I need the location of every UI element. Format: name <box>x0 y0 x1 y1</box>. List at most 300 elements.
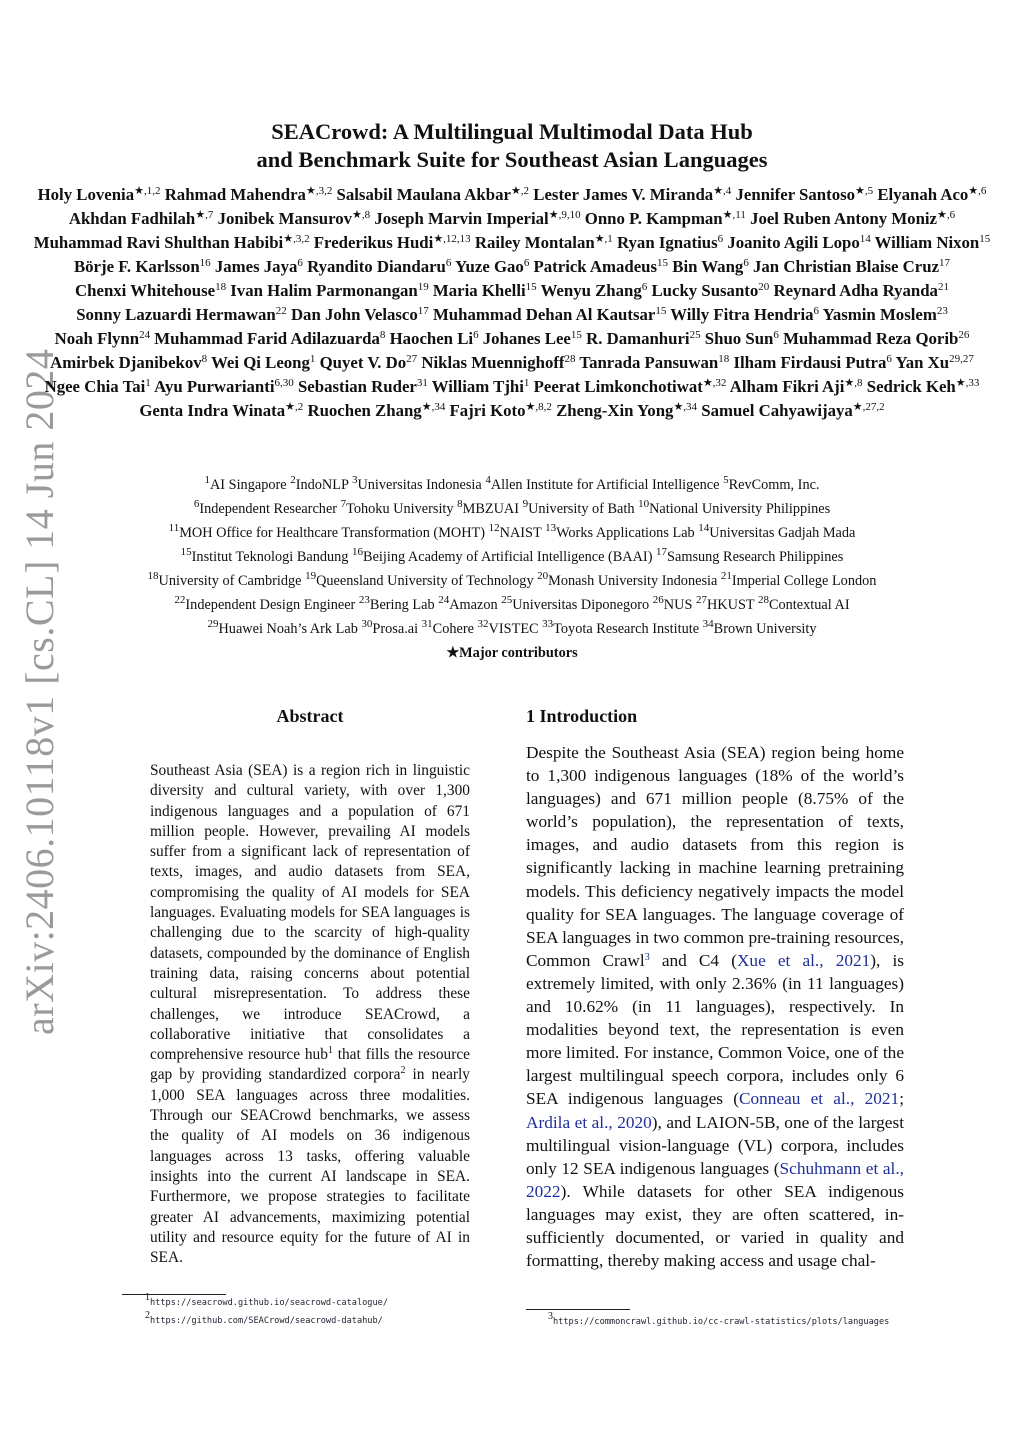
author-name: Haochen Li <box>389 329 474 348</box>
affiliation-name: MOH Office for Healthcare Transformation (MOHT) <box>179 525 486 541</box>
author-name: Dan John Velasco <box>290 305 418 324</box>
footnote-rule-left <box>122 1294 226 1295</box>
affiliation <box>340 498 454 517</box>
affiliation-name: Institut Teknologi Bandung <box>191 549 349 565</box>
affiliation-number: 30 <box>361 618 373 630</box>
author-name: Chenxi Whitehouse <box>75 281 216 300</box>
author-affiliation-mark: 15 <box>525 281 537 293</box>
author <box>483 329 582 348</box>
author <box>154 329 385 348</box>
author-name: Ryandito Diandaru <box>307 257 446 276</box>
author-name: Railey Montalan <box>474 233 595 252</box>
author <box>307 401 445 420</box>
introduction-text <box>526 741 904 1272</box>
author-affiliation-mark: ★,7 <box>195 209 214 221</box>
author <box>534 377 727 396</box>
author-name: Noah Flynn <box>54 329 140 348</box>
author-name: Peerat Limkonchotiwat <box>533 377 703 396</box>
author <box>733 353 891 372</box>
author <box>45 377 151 396</box>
affiliation <box>485 474 720 493</box>
author-name: Ilham Firdausi Putra <box>733 353 887 372</box>
author-affiliation-mark: ★,5 <box>855 185 874 197</box>
affiliation-name: Universitas Indonesia <box>357 477 482 493</box>
author-affiliation-mark: ★,32 <box>702 377 727 389</box>
affiliation <box>204 474 287 493</box>
author <box>69 209 214 228</box>
affiliation <box>180 546 349 565</box>
affiliation-name: Queensland University of Technology <box>316 573 534 589</box>
author <box>670 305 819 324</box>
abstract-part-3: in nearly 1,000 SEA languages across three modalities. Through our SEACrowd benchmarks, we assess the quality of AI models on 36 indigenous languages across 13 tasks, offering valuable insights into the current AI landscape in SEA. Furthermore, we propose strategies to facilitate greater AI advancements, maximizing potential utility and resource equity for the future of AI in SEA. <box>150 1066 471 1267</box>
affiliation-number: 12 <box>488 522 500 534</box>
affiliation-number: 22 <box>174 594 186 606</box>
affiliation-number: 10 <box>638 498 650 510</box>
author-affiliation-mark: 14 <box>859 233 871 245</box>
author-name: Sedrick Keh <box>866 377 956 396</box>
intro-part-3: ), is extremely limited, with only 2.36% (in 11 languages) and 10.62% (in 11 languages), respectively. In modalities beyond text, the representation is even more limited. For instance, Common Voice, one of the largest multilingual speech corpora, includes only 6 SEA indigenous languages ( <box>526 950 904 1109</box>
author <box>736 185 874 204</box>
author <box>895 353 973 372</box>
major-contributors-label: Major contributors <box>459 645 578 661</box>
author-name: Willy Fitra Hendria <box>670 305 814 324</box>
footnote-2 <box>145 1310 383 1326</box>
author <box>154 377 294 396</box>
author-name: Niklas Muennighoff <box>421 353 565 372</box>
affiliation <box>522 498 635 517</box>
star-icon: ★ <box>446 645 460 661</box>
affiliation-number: 18 <box>147 570 159 582</box>
author-name: Rahmad Mahendra <box>164 185 306 204</box>
author <box>433 281 537 300</box>
author-name: Ayu Purwarianti <box>154 377 275 396</box>
affiliation-number: 4 <box>485 474 491 486</box>
author-affiliation-mark: ★,1,2 <box>134 185 161 197</box>
author-name: Bin Wang <box>672 257 744 276</box>
author-name: Akhdan Fadhilah <box>68 209 196 228</box>
author-name: Wei Qi Leong <box>211 353 310 372</box>
author <box>783 329 969 348</box>
author-name: Reynard Adha Ryanda <box>773 281 938 300</box>
affiliation-name: Samsung Research Philippines <box>667 549 844 565</box>
author-name: Muhammad Dehan Al Kautsar <box>432 305 656 324</box>
footnote-3 <box>548 1311 890 1327</box>
paper-title <box>0 118 1024 174</box>
author <box>433 305 666 324</box>
affiliation-name: Imperial College London <box>731 573 877 589</box>
title-line-2: and Benchmark Suite for Southeast Asian Languages <box>256 147 768 172</box>
author-affiliation-mark: 16 <box>199 257 211 269</box>
footnote-1-url[interactable]: https://seacrowd.github.io/seacrowd-catalogue/ <box>150 1298 388 1308</box>
affiliation-name: NUS <box>663 597 693 613</box>
affiliation-name: AI Singapore <box>209 477 287 493</box>
author-affiliation-mark: 23 <box>936 305 948 317</box>
author-affiliation-mark: 6 <box>297 257 303 269</box>
author-affiliation-mark: ★,8 <box>352 209 371 221</box>
author-name: Muhammad Ravi Shulthan Habibi <box>33 233 284 252</box>
author-affiliation-mark: 6 <box>523 257 530 269</box>
affiliation <box>438 594 498 613</box>
footnote-rule-right <box>526 1309 630 1310</box>
author <box>534 257 669 276</box>
affiliation <box>174 594 356 613</box>
author <box>867 377 980 396</box>
author-affiliation-mark: ★,34 <box>673 401 698 413</box>
author-name: Ivan Halim Parmonangan <box>230 281 418 300</box>
author-affiliation-mark: 19 <box>417 281 429 293</box>
author-affiliation-mark: ★,6 <box>968 185 987 197</box>
author-affiliation-mark: 28 <box>564 353 576 365</box>
affiliation-line <box>40 593 984 617</box>
citation-link-ardila[interactable]: Ardila et al., 2020 <box>526 1112 652 1132</box>
footnote-2-number: 2 <box>145 1310 150 1321</box>
author-affiliation-mark: 6 <box>773 329 779 341</box>
affiliation <box>290 474 349 493</box>
affiliation-name: Amazon <box>449 597 498 613</box>
author <box>617 233 723 252</box>
citation-link-xue[interactable]: Xue et al., 2021 <box>736 950 871 970</box>
author <box>291 305 429 324</box>
author <box>753 257 950 276</box>
footnote-3-number: 3 <box>548 1311 553 1322</box>
author-affiliation-mark: 18 <box>215 281 227 293</box>
affiliation-line <box>40 473 984 497</box>
affiliation-name: Contextual AI <box>768 597 850 613</box>
author <box>475 233 613 252</box>
footnote-2-url[interactable]: https://github.com/SEACrowd/seacrowd-datahub/ <box>150 1316 383 1326</box>
affiliation-line <box>40 497 984 521</box>
affiliation-name: Monash University Indonesia <box>548 573 718 589</box>
author-name: Salsabil Maulana Akbar <box>336 185 511 204</box>
author-affiliation-mark: 1 <box>523 377 530 389</box>
author-affiliation-mark: 22 <box>275 305 287 317</box>
affiliation-name: Works Applications Lab <box>556 525 695 541</box>
footnote-3-url[interactable]: https://commoncrawl.github.io/cc-crawl-statistics/plots/languages <box>553 1317 890 1327</box>
affiliation-number: 15 <box>180 546 192 558</box>
author-name: Alham Fikri Aji <box>729 377 845 396</box>
author-affiliation-mark: 8 <box>379 329 386 341</box>
author-affiliation-mark: ★,4 <box>713 185 732 197</box>
author-affiliation-mark: 29,27 <box>949 353 974 365</box>
author-affiliation-mark: 6 <box>717 233 724 245</box>
affiliation-name: Independent Design Engineer <box>185 597 356 613</box>
affiliation-number: 11 <box>168 522 180 534</box>
affiliation-name: Bering Lab <box>369 597 435 613</box>
affiliation <box>305 570 534 589</box>
author-affiliation-mark: ★,1 <box>594 233 613 245</box>
affiliation-name: Prosa.ai <box>372 621 419 637</box>
affiliation <box>352 546 653 565</box>
affiliation-number: 27 <box>695 594 707 606</box>
author <box>672 257 749 276</box>
author-name: Samuel Cahyawijaya <box>701 401 853 420</box>
affiliation-number: 1 <box>204 474 210 486</box>
author-name: Lester James V. Miranda <box>533 185 714 204</box>
author <box>218 209 371 228</box>
affiliation <box>421 618 474 637</box>
author-affiliation-mark: ★,3,2 <box>305 185 333 197</box>
footnote-mark-1: 1 <box>327 1045 333 1057</box>
author-affiliation-mark: ★,9,10 <box>548 209 581 221</box>
author-affiliation-mark: 6 <box>813 305 820 317</box>
author <box>556 401 697 420</box>
intro-part-4: ), and LAION-5B, one of the largest multilingual vision-language (VL) corpora, includes only 12 SEA indigenous languages ( <box>526 1112 905 1178</box>
author <box>533 185 731 204</box>
author-affiliation-mark: 26 <box>958 329 970 341</box>
affiliation-number: 26 <box>652 594 664 606</box>
author <box>455 257 529 276</box>
affiliation-name: IndoNLP <box>295 477 349 493</box>
author-name: Zheng-Xin Yong <box>556 401 674 420</box>
affiliation-number: 17 <box>656 546 668 558</box>
author-affiliation-mark: 1 <box>309 353 316 365</box>
affiliation-number: 32 <box>477 618 489 630</box>
author-name: Ruochen Zhang <box>307 401 422 420</box>
author <box>823 305 948 324</box>
affiliation-name: National University Philippines <box>649 501 831 517</box>
author-affiliation-mark: ★,33 <box>955 377 980 389</box>
affiliation <box>537 570 718 589</box>
author-affiliation-mark: 6,30 <box>274 377 294 389</box>
author <box>727 233 870 252</box>
author <box>579 353 729 372</box>
affiliation-line <box>40 521 984 545</box>
affiliation-number: 33 <box>542 618 554 630</box>
author <box>74 257 211 276</box>
author-name: Johanes Lee <box>482 329 571 348</box>
citation-link-schuhmann[interactable]: Schuhmann et al., 2022 <box>526 1158 904 1201</box>
affiliation-number: 6 <box>193 498 200 510</box>
footnote-1 <box>145 1292 388 1308</box>
affiliation-name: Toyota Research Institute <box>553 621 700 637</box>
author-affiliation-mark: ★,27,2 <box>852 401 885 413</box>
author-name: Jan Christian Blaise Cruz <box>753 257 940 276</box>
intro-part-2: and C4 ( <box>649 950 737 970</box>
affiliation-number: 24 <box>438 594 450 606</box>
affiliation <box>361 618 419 637</box>
author-name: Patrick Amadeus <box>533 257 658 276</box>
affiliation <box>457 498 520 517</box>
author-affiliation-mark: 21 <box>937 281 949 293</box>
author <box>307 257 451 276</box>
affiliation <box>757 594 850 613</box>
affiliation-name: Allen Institute for Artificial Intelligence <box>490 477 720 493</box>
affiliation-line <box>40 545 984 569</box>
author-affiliation-mark: 24 <box>139 329 151 341</box>
footnote-mark-2: 2 <box>400 1065 406 1077</box>
author-name: Ngee Chia Tai <box>44 377 146 396</box>
abstract-part-1: Southeast Asia (SEA) is a region rich in linguistic diversity and cultural variety, with over 1,300 indigenous languages and a population of 671 million people. However, prevailing AI models suffer from a significant lack of representation of texts, images, and audio datasets from SEA, compromising the quality of AI models for SEA languages. Evaluating models for SEA languages is challenging due to the scarcity of high-quality datasets, compounded by the dominance of English training data, raising concerns about potential cultural misrepresentation. To address these challenges, we introduce SEACrowd, a collaborative initiative that consolidates a comprehensive resource hub <box>150 762 470 1064</box>
affiliation <box>168 522 486 541</box>
affiliation <box>358 594 435 613</box>
author-affiliation-mark: 6 <box>743 257 749 269</box>
affiliation <box>542 618 700 637</box>
author <box>230 281 428 300</box>
author-name: Joel Ruben Antony Moniz <box>750 209 938 228</box>
affiliation <box>193 498 338 517</box>
author <box>421 353 575 372</box>
author <box>586 329 701 348</box>
affiliation-list <box>40 473 984 665</box>
affiliation <box>652 594 693 613</box>
author-affiliation-mark: 15 <box>655 305 667 317</box>
author-name: William Tjhi <box>431 377 524 396</box>
affiliation-number: 25 <box>501 594 513 606</box>
author-affiliation-mark: 15 <box>570 329 582 341</box>
author-name: Genta Indra Winata <box>139 401 286 420</box>
affiliation-name: Huawei Noah’s Ark Lab <box>218 621 358 637</box>
title-line-1: SEACrowd: A Multilingual Multimodal Data Hub <box>271 119 753 144</box>
affiliation-name: Brown University <box>713 621 817 637</box>
affiliation <box>351 474 482 493</box>
author-affiliation-mark: ★,12,13 <box>433 233 471 245</box>
author-name: Fajri Koto <box>449 401 526 420</box>
affiliation-number: 2 <box>290 474 296 486</box>
author-affiliation-mark: ★,8,2 <box>525 401 552 413</box>
affiliation-number: 19 <box>305 570 317 582</box>
affiliation <box>702 618 817 637</box>
author <box>390 329 479 348</box>
major-contributors-note <box>40 641 984 665</box>
author-affiliation-mark: 1 <box>145 377 151 389</box>
author <box>50 353 207 372</box>
affiliation <box>207 618 358 637</box>
affiliation-number: 31 <box>421 618 433 630</box>
author-name: Elyanah Aco <box>877 185 969 204</box>
author-name: Sonny Lazuardi Hermawan <box>76 305 276 324</box>
affiliation-name: Cohere <box>432 621 474 637</box>
author-affiliation-mark: ★,2 <box>285 401 304 413</box>
author-affiliation-mark: ★,8 <box>844 377 863 389</box>
abstract-text <box>150 761 470 1268</box>
introduction-heading: 1 Introduction <box>526 706 638 726</box>
author <box>139 401 303 420</box>
author-affiliation-mark: 15 <box>657 257 669 269</box>
author-name: R. Damanhuri <box>586 329 690 348</box>
affiliation-line <box>40 617 984 641</box>
author <box>55 329 150 348</box>
citation-link-conneau[interactable]: Conneau et al., 2021 <box>739 1089 900 1109</box>
author-name: Amirbek Djanibekov <box>50 353 202 372</box>
author-affiliation-mark: 15 <box>979 233 991 245</box>
author-name: Tanrada Pansuwan <box>579 353 719 372</box>
affiliation-number: 3 <box>351 474 358 486</box>
author-affiliation-mark: 6 <box>886 353 892 365</box>
author-affiliation-mark: 6 <box>445 257 452 269</box>
affiliation-number: 8 <box>457 498 463 510</box>
author <box>877 185 986 204</box>
author <box>75 281 226 300</box>
author-affiliation-mark: 6 <box>641 281 648 293</box>
affiliation-name: MBZUAI <box>462 501 520 517</box>
affiliation <box>147 570 302 589</box>
author-name: Holy Lovenia <box>37 185 135 204</box>
author-name: Lucky Susanto <box>651 281 759 300</box>
affiliation-number: 7 <box>340 498 347 510</box>
affiliation-line <box>40 569 984 593</box>
affiliation-name: University of Bath <box>528 501 635 517</box>
affiliation <box>501 594 650 613</box>
author <box>432 377 530 396</box>
author-affiliation-mark: ★,11 <box>722 209 746 221</box>
intro-part-5: ). While datasets for other SEA indigenous languages may exist, they are often scattered, insufficiently documented, or varied in quality and formatting, thereby making access and usage chal- <box>526 1181 904 1271</box>
author-affiliation-mark: ★,3,2 <box>283 233 310 245</box>
affiliation-number: 5 <box>723 474 729 486</box>
affiliation-number: 16 <box>352 546 364 558</box>
author <box>215 257 303 276</box>
affiliation-number: 28 <box>757 594 769 606</box>
author-name: Yasmin Moslem <box>822 305 937 324</box>
author-name: Onno P. Kampman <box>584 209 723 228</box>
affiliation <box>720 570 877 589</box>
affiliation-name: Universitas Gadjah Mada <box>709 525 856 541</box>
author-affiliation-mark: ★,34 <box>421 401 446 413</box>
author-affiliation-mark: 17 <box>417 305 429 317</box>
author <box>34 233 310 252</box>
author-affiliation-mark: 31 <box>416 377 428 389</box>
author-name: Wenyu Zhang <box>540 281 642 300</box>
author-affiliation-mark: 17 <box>939 257 951 269</box>
author <box>320 353 418 372</box>
affiliation-name: Universitas Diponegoro <box>512 597 650 613</box>
affiliation <box>488 522 542 541</box>
author-name: Börje F. Karlsson <box>73 257 200 276</box>
affiliation-name: Tohoku University <box>346 501 454 517</box>
author-name: Yuze Gao <box>454 257 524 276</box>
affiliation-number: 9 <box>522 498 529 510</box>
author <box>165 185 333 204</box>
author <box>541 281 648 300</box>
author-affiliation-mark: 8 <box>201 353 208 365</box>
abstract-part-2: that fills the resource gap by providing standardized corpora <box>150 1046 470 1084</box>
affiliation-name: Independent Researcher <box>199 501 338 517</box>
author-name: Shuo Sun <box>704 329 774 348</box>
author <box>76 305 287 324</box>
author <box>374 209 580 228</box>
citation-separator: ; <box>899 1089 904 1109</box>
footnote-mark-3[interactable]: 3 <box>644 951 650 963</box>
author-name: Sebastian Ruder <box>297 377 417 396</box>
author-name: Maria Khelli <box>432 281 526 300</box>
author-name: William Nixon <box>874 233 980 252</box>
author-affiliation-mark: 27 <box>406 353 418 365</box>
author-name: Ryan Ignatius <box>617 233 718 252</box>
affiliation <box>656 546 844 565</box>
affiliation-number: 23 <box>358 594 370 606</box>
author <box>773 281 948 300</box>
affiliation-lines <box>40 473 984 641</box>
affiliation <box>638 498 831 517</box>
author-affiliation-mark: 25 <box>689 329 701 341</box>
author-name: Yan Xu <box>895 353 950 372</box>
author <box>730 377 863 396</box>
affiliation-number: 21 <box>720 570 732 582</box>
affiliation <box>695 594 755 613</box>
affiliation-name: RevComm, Inc. <box>728 477 820 493</box>
affiliation <box>545 522 695 541</box>
author <box>651 281 769 300</box>
author-name: Jennifer Santoso <box>735 185 856 204</box>
author-affiliation-mark: 18 <box>718 353 730 365</box>
affiliation-name: VISTEC <box>488 621 539 637</box>
author <box>450 401 552 420</box>
author-affiliation-mark: 6 <box>473 329 479 341</box>
affiliation-name: NAIST <box>499 525 542 541</box>
author <box>750 209 955 228</box>
author-affiliation-mark: ★,2 <box>510 185 530 197</box>
author-name: Joanito Agili Lopo <box>727 233 860 252</box>
affiliation <box>698 522 856 541</box>
